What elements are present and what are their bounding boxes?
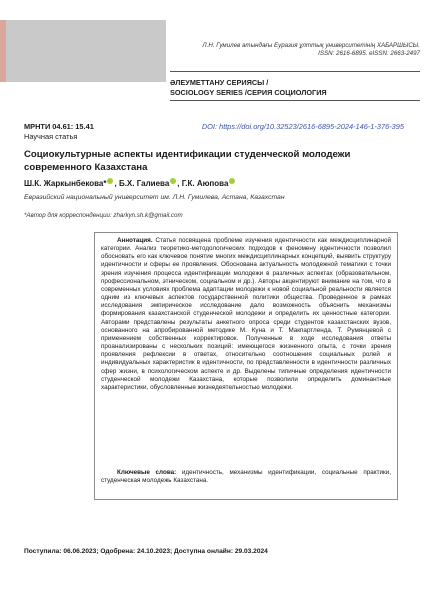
- author-name: Г.К. Аюпова: [181, 179, 229, 188]
- series-rule-top: [170, 71, 420, 72]
- author-list: Ш.К. Жаркынбекова* , Б.Х. Галиева , Г.К. Аюпова: [24, 178, 404, 189]
- header-gray-block: [6, 20, 166, 82]
- journal-info-line1: Л.Н. Гумилев атындағы Еуразия ұлттық университетінің ХАБАРШЫСЫ.: [202, 42, 420, 49]
- series-kz: ӘЛЕУМЕТТАНУ СЕРИЯСЫ /: [170, 78, 269, 87]
- orcid-icon[interactable]: [107, 178, 113, 184]
- keywords: [101, 469, 391, 485]
- keywords-label: Ключевые слова:: [117, 469, 177, 476]
- journal-info-line2: ISSN: 2616-6895. eISSN: 2663-2497: [318, 50, 420, 57]
- header-accent-stripe: [0, 20, 6, 82]
- publication-dates: Поступила: 06.06.2023; Одобрена: 24.10.2023; Доступна онлайн: 29.03.2024: [24, 548, 268, 555]
- orcid-icon[interactable]: [170, 178, 176, 184]
- abstract-text: Статья посвящена проблеме изучения идентичности как междисциплинарной категории. Анализ теоретико-методологических подходов к феномену идентичности позволил обосновать его как ключевое понятие многих междисциплинарных концепций, выявить структуру идентичности и сферы ее проявления. Обоснована актуальность молодежной тематики с точки зрения изучения процесса идентификации молодежи в различных аспектах (образовательном, профессиональном, этническом, социальном и др.). Авторы акцентируют внимание на том, что в современных условиях проблема адаптации молодежи к новой социальной реальности является одним из ключевых аспектов государственной политики общества. Проведенное в рамках исследования эмпирическое исследование дало возможность объяснить механизмы формирования казахстанской студенческой молодежи и определить их ценностные категории. Авторами представлены результаты анкетного опроса среди студентов казахстанских вузов, основанного на апробированной методике М. Куна и Т. Макпартленда, Т. Румянцевой с применением собственных корректировок. Полученные в ходе исследования ответы проанализированы с нескольких позиций: имеющегося жизненного опыта, с точки зрения проявления рефлексии в ответах, относительно соотношения социальных ролей и индивидуальных характеристик в идентичности, по представленности в идентичности различных сфер жизни, в психологическом аспекте и др. Выделены типичные определения идентичности студенческой молодежи Казахстана, которые позволили определить доминантные характеристики, обусловленные жизнедеятельностью молодежи.: [101, 237, 391, 391]
- keywords-text: идентичность, механизмы идентификации, социальные практики, студенческая молодежь Казахстана.: [101, 469, 391, 485]
- article-title: Социокультурные аспекты идентификации студенческой молодежи современного Казахстана: [24, 149, 351, 173]
- series-block: [170, 78, 420, 97]
- series-en: SOCIOLOGY SERIES /СЕРИЯ СОЦИОЛОГИЯ: [170, 87, 327, 97]
- correspondence-note: *Автор для корреспонденции: zharkyn.sh.k@gmail.com: [24, 212, 183, 219]
- journal-info: [170, 42, 420, 58]
- abstract: [101, 237, 391, 392]
- affiliation: Евразийский национальный университет им. Л.Н. Гумилева, Астана, Казахстан: [24, 194, 285, 201]
- udk-code: МРНТИ 04.61: 15.41: [24, 122, 94, 131]
- abstract-label: Аннотация.: [117, 237, 153, 244]
- author-name: Ш.К. Жаркынбекова*: [24, 179, 107, 188]
- article-type: Научная статья: [24, 132, 78, 141]
- abstract-box: [94, 232, 398, 500]
- author-name: Б.Х. Галиева: [118, 179, 170, 188]
- orcid-icon[interactable]: [229, 178, 235, 184]
- doi-link[interactable]: DOI: https://doi.org/10.32523/2616-6895-2024-146-1-376-395: [201, 122, 404, 131]
- series-rule-bottom: [170, 100, 420, 101]
- article-meta: [24, 122, 404, 146]
- journal-header: [0, 20, 424, 98]
